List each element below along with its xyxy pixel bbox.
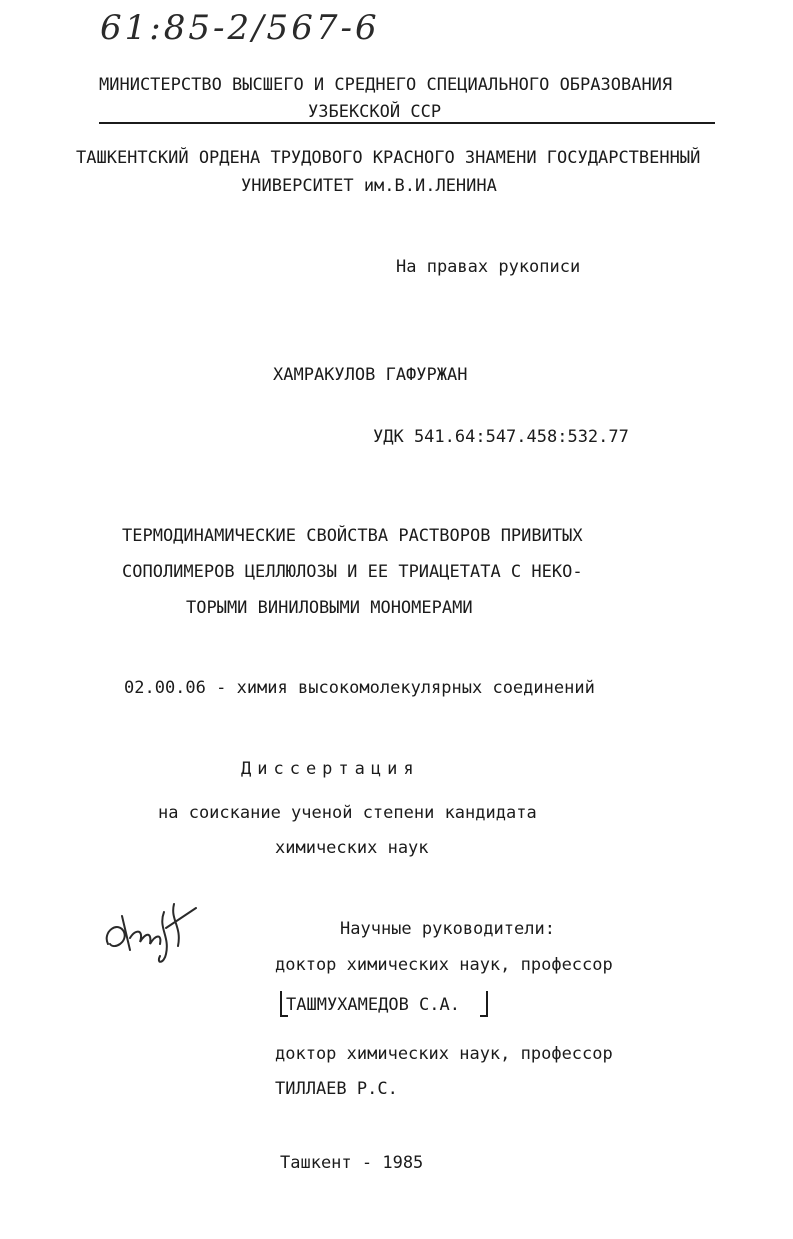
place-year: Ташкент - 1985 — [280, 1153, 424, 1173]
supervisor-2-degree: доктор химических наук, профессор — [275, 1044, 613, 1064]
document-type-heading: Диссертация — [241, 759, 420, 779]
supervisor-2-name: ТИЛЛАЕВ Р.С. — [275, 1079, 398, 1099]
rights-note: На правах рукописи — [396, 257, 581, 277]
author-signature — [100, 898, 204, 970]
supervisors-label: Научные руководители: — [340, 919, 555, 939]
specialty-code: 02.00.06 - химия высокомолекулярных соединений — [124, 678, 595, 698]
degree-line-2: химических наук — [275, 838, 429, 858]
udc-code: УДК 541.64:547.458:532.77 — [373, 427, 629, 447]
title-line-2: СОПОЛИМЕРОВ ЦЕЛЛЮЛОЗЫ И ЕЕ ТРИАЦЕТАТА С НЕКО- — [122, 562, 583, 582]
university-line-1: ТАШКЕНТСКИЙ ОРДЕНА ТРУДОВОГО КРАСНОГО ЗНАМЕНИ ГОСУДАРСТВЕННЫЙ — [76, 148, 701, 168]
university-line-2: УНИВЕРСИТЕТ им.В.И.ЛЕНИНА — [241, 176, 497, 196]
title-line-1: ТЕРМОДИНАМИЧЕСКИЕ СВОЙСТВА РАСТВОРОВ ПРИВИТЫХ — [122, 526, 583, 546]
degree-line-1: на соискание ученой степени кандидата — [158, 803, 537, 823]
supervisor-1-name: ТАШМУХАМЕДОВ С.А. — [286, 995, 460, 1015]
ministry-line-2: УЗБЕКСКОЙ ССР — [308, 102, 442, 122]
header-rule — [99, 122, 715, 124]
supervisor-1-degree: доктор химических наук, профессор — [275, 955, 613, 975]
title-line-3: ТОРЫМИ ВИНИЛОВЫМИ МОНОМЕРАМИ — [186, 598, 473, 618]
archive-number-handwritten: 61:85-2/567-6 — [100, 8, 380, 48]
ministry-line-1: МИНИСТЕРСТВО ВЫСШЕГО И СРЕДНЕГО СПЕЦИАЛЬНОГО ОБРАЗОВАНИЯ — [99, 75, 673, 95]
author-name: ХАМРАКУЛОВ ГАФУРЖАН — [273, 365, 468, 385]
